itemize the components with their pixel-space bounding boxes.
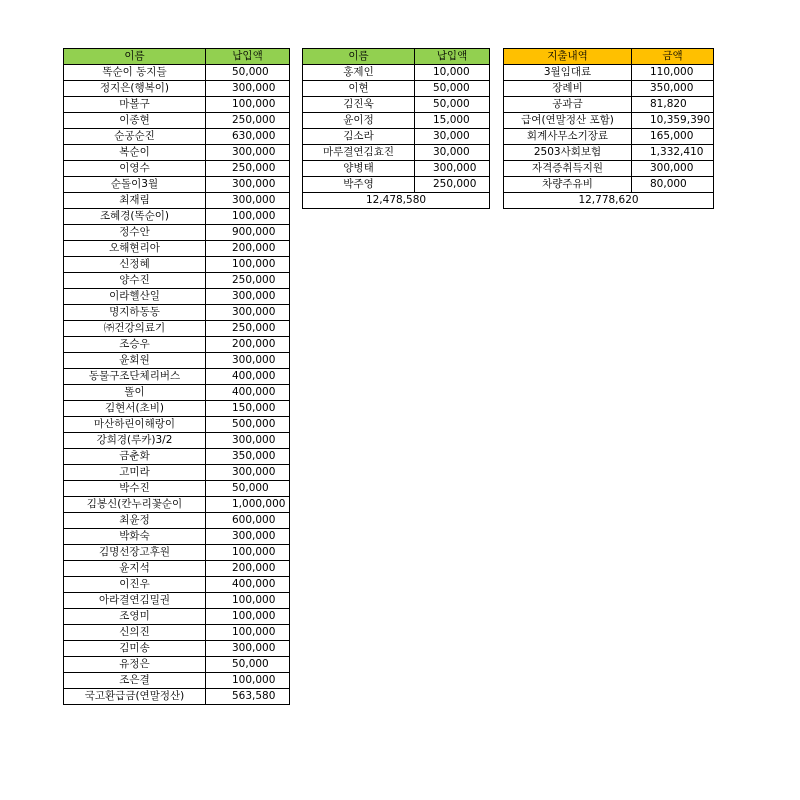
row-amount: 50,000 xyxy=(206,481,290,497)
row-amount: 1,332,410 xyxy=(632,145,714,161)
row-label: 양수진 xyxy=(64,273,206,289)
table-row xyxy=(64,689,290,705)
row-amount: 30,000 xyxy=(415,129,490,145)
total-value: 12,778,620 xyxy=(504,193,714,209)
row-amount: 200,000 xyxy=(206,337,290,353)
row-amount: 1,000,000 xyxy=(206,497,290,513)
row-label: 순돌이3월 xyxy=(64,177,206,193)
table-row xyxy=(64,65,290,81)
row-amount: 30,000 xyxy=(415,145,490,161)
table-row xyxy=(64,577,290,593)
row-amount: 81,820 xyxy=(632,97,714,113)
table-row xyxy=(64,513,290,529)
table-row xyxy=(64,465,290,481)
row-amount: 400,000 xyxy=(206,577,290,593)
name-header: 이름 xyxy=(303,49,415,65)
table-row xyxy=(64,161,290,177)
row-label: 강희경(루카)3/2 xyxy=(64,433,206,449)
row-amount: 50,000 xyxy=(206,65,290,81)
row-amount: 200,000 xyxy=(206,241,290,257)
table-row xyxy=(64,593,290,609)
donations-table-secondary xyxy=(302,48,490,209)
table-row xyxy=(64,241,290,257)
row-label: 이영수 xyxy=(64,161,206,177)
row-amount: 300,000 xyxy=(206,289,290,305)
table-row xyxy=(64,369,290,385)
table-row xyxy=(303,145,490,161)
name-header: 이름 xyxy=(64,49,206,65)
table-row xyxy=(303,97,490,113)
row-label: 홍제인 xyxy=(303,65,415,81)
table-row xyxy=(64,289,290,305)
row-label: 명지하동동 xyxy=(64,305,206,321)
amount-header: 납입액 xyxy=(206,49,290,65)
table-row xyxy=(64,529,290,545)
table-row xyxy=(64,497,290,513)
table-row xyxy=(64,401,290,417)
row-label: 회계사무소기장료 xyxy=(504,129,632,145)
row-amount: 100,000 xyxy=(206,593,290,609)
row-label: 신정혜 xyxy=(64,257,206,273)
row-label: 똑순이 동지들 xyxy=(64,65,206,81)
total-row xyxy=(504,193,714,209)
row-label: 마루결연김효진 xyxy=(303,145,415,161)
table-row xyxy=(64,545,290,561)
table-row xyxy=(64,673,290,689)
row-label: 김미송 xyxy=(64,641,206,657)
table-row xyxy=(504,177,714,193)
row-label: 김현서(초비) xyxy=(64,401,206,417)
table-row xyxy=(64,641,290,657)
row-label: 정수안 xyxy=(64,225,206,241)
table-row xyxy=(303,113,490,129)
row-label: 차량주유비 xyxy=(504,177,632,193)
row-label: 복순이 xyxy=(64,145,206,161)
table-row xyxy=(64,177,290,193)
table-row xyxy=(64,481,290,497)
row-label: 박주영 xyxy=(303,177,415,193)
amount-header: 납입액 xyxy=(415,49,490,65)
table-row xyxy=(64,81,290,97)
row-label: 국고환급금(연말정산) xyxy=(64,689,206,705)
table-row xyxy=(64,385,290,401)
table-row xyxy=(64,449,290,465)
row-label: 최재림 xyxy=(64,193,206,209)
total-row xyxy=(303,193,490,209)
expenses-table xyxy=(503,48,714,209)
row-amount: 250,000 xyxy=(206,161,290,177)
row-label: 윤지석 xyxy=(64,561,206,577)
row-amount: 100,000 xyxy=(206,673,290,689)
row-amount: 600,000 xyxy=(206,513,290,529)
row-amount: 300,000 xyxy=(206,529,290,545)
row-amount: 100,000 xyxy=(206,545,290,561)
row-amount: 300,000 xyxy=(206,177,290,193)
row-amount: 80,000 xyxy=(632,177,714,193)
row-amount: 350,000 xyxy=(206,449,290,465)
header-row xyxy=(64,49,290,65)
table-row xyxy=(303,161,490,177)
table-row xyxy=(504,161,714,177)
row-label: 금춘화 xyxy=(64,449,206,465)
row-amount: 200,000 xyxy=(206,561,290,577)
table-row xyxy=(64,305,290,321)
row-amount: 100,000 xyxy=(206,625,290,641)
row-amount: 563,580 xyxy=(206,689,290,705)
total-value: 12,478,580 xyxy=(303,193,490,209)
row-amount: 300,000 xyxy=(206,145,290,161)
table-row xyxy=(64,209,290,225)
row-label: 순공순진 xyxy=(64,129,206,145)
row-label: 고미라 xyxy=(64,465,206,481)
table-row xyxy=(64,417,290,433)
row-label: 급여(연말정산 포함) xyxy=(504,113,632,129)
donations-table-main xyxy=(63,48,290,705)
table-row xyxy=(64,257,290,273)
table-row xyxy=(64,433,290,449)
row-amount: 300,000 xyxy=(206,81,290,97)
row-label: 2503사회보험 xyxy=(504,145,632,161)
row-amount: 300,000 xyxy=(206,353,290,369)
table-row xyxy=(64,225,290,241)
table-row xyxy=(64,353,290,369)
table-row xyxy=(303,129,490,145)
table-row xyxy=(64,625,290,641)
row-amount: 10,359,390 xyxy=(632,113,714,129)
row-amount: 250,000 xyxy=(206,113,290,129)
row-label: 똘이 xyxy=(64,385,206,401)
row-label: 동물구조단체리버스 xyxy=(64,369,206,385)
row-amount: 10,000 xyxy=(415,65,490,81)
row-amount: 250,000 xyxy=(415,177,490,193)
row-label: 정지은(행복이) xyxy=(64,81,206,97)
table-row xyxy=(64,129,290,145)
row-label: 양병태 xyxy=(303,161,415,177)
row-label: 마산하린이해랑이 xyxy=(64,417,206,433)
row-amount: 50,000 xyxy=(415,97,490,113)
row-label: 조영미 xyxy=(64,609,206,625)
row-amount: 50,000 xyxy=(415,81,490,97)
row-label: 김봉신(칸누리꽃순이 xyxy=(64,497,206,513)
table-row xyxy=(504,113,714,129)
row-amount: 100,000 xyxy=(206,97,290,113)
table-row xyxy=(64,273,290,289)
table-row xyxy=(64,97,290,113)
row-amount: 350,000 xyxy=(632,81,714,97)
row-label: 윤회원 xyxy=(64,353,206,369)
row-amount: 165,000 xyxy=(632,129,714,145)
row-label: 조혜경(똑순이) xyxy=(64,209,206,225)
table-row xyxy=(64,321,290,337)
row-amount: 400,000 xyxy=(206,385,290,401)
amount-header: 금액 xyxy=(632,49,714,65)
row-amount: 50,000 xyxy=(206,657,290,673)
row-label: 이종현 xyxy=(64,113,206,129)
table-row xyxy=(303,81,490,97)
table-row xyxy=(64,193,290,209)
row-amount: 250,000 xyxy=(206,321,290,337)
row-label: 김명선장고후원 xyxy=(64,545,206,561)
row-label: 이라헬산일 xyxy=(64,289,206,305)
row-label: 장례비 xyxy=(504,81,632,97)
row-amount: 300,000 xyxy=(206,465,290,481)
row-amount: 400,000 xyxy=(206,369,290,385)
table-row xyxy=(303,177,490,193)
row-label: 윤이정 xyxy=(303,113,415,129)
row-label: 조승우 xyxy=(64,337,206,353)
row-label: 신의진 xyxy=(64,625,206,641)
row-amount: 110,000 xyxy=(632,65,714,81)
row-label: 박수진 xyxy=(64,481,206,497)
header-row xyxy=(504,49,714,65)
row-amount: 500,000 xyxy=(206,417,290,433)
row-amount: 100,000 xyxy=(206,609,290,625)
row-label: 오해현리아 xyxy=(64,241,206,257)
row-amount: 300,000 xyxy=(206,641,290,657)
row-label: 유정은 xyxy=(64,657,206,673)
table-row xyxy=(64,145,290,161)
row-amount: 300,000 xyxy=(632,161,714,177)
table-row xyxy=(504,145,714,161)
row-amount: 15,000 xyxy=(415,113,490,129)
row-label: 마볼구 xyxy=(64,97,206,113)
row-amount: 630,000 xyxy=(206,129,290,145)
table-row xyxy=(64,113,290,129)
header-row xyxy=(303,49,490,65)
table-row xyxy=(64,609,290,625)
row-label: 아라결연김밀권 xyxy=(64,593,206,609)
row-label: 공과금 xyxy=(504,97,632,113)
row-amount: 100,000 xyxy=(206,209,290,225)
row-label: 김진욱 xyxy=(303,97,415,113)
row-label: 3월임대료 xyxy=(504,65,632,81)
row-amount: 900,000 xyxy=(206,225,290,241)
row-amount: 250,000 xyxy=(206,273,290,289)
row-label: 이진우 xyxy=(64,577,206,593)
table-row xyxy=(504,81,714,97)
row-amount: 300,000 xyxy=(206,433,290,449)
table-row xyxy=(64,561,290,577)
row-label: 이현 xyxy=(303,81,415,97)
table-row xyxy=(504,129,714,145)
row-amount: 300,000 xyxy=(206,305,290,321)
row-amount: 300,000 xyxy=(206,193,290,209)
row-amount: 100,000 xyxy=(206,257,290,273)
row-label: 박화숙 xyxy=(64,529,206,545)
row-label: 조은결 xyxy=(64,673,206,689)
table-row xyxy=(64,337,290,353)
row-label: ㈜건강의료기 xyxy=(64,321,206,337)
table-row xyxy=(504,97,714,113)
table-row xyxy=(504,65,714,81)
expense-header: 지출내역 xyxy=(504,49,632,65)
row-label: 자격증취득지원 xyxy=(504,161,632,177)
row-amount: 300,000 xyxy=(415,161,490,177)
table-row xyxy=(303,65,490,81)
table-row xyxy=(64,657,290,673)
row-amount: 150,000 xyxy=(206,401,290,417)
row-label: 김소라 xyxy=(303,129,415,145)
row-label: 최윤정 xyxy=(64,513,206,529)
